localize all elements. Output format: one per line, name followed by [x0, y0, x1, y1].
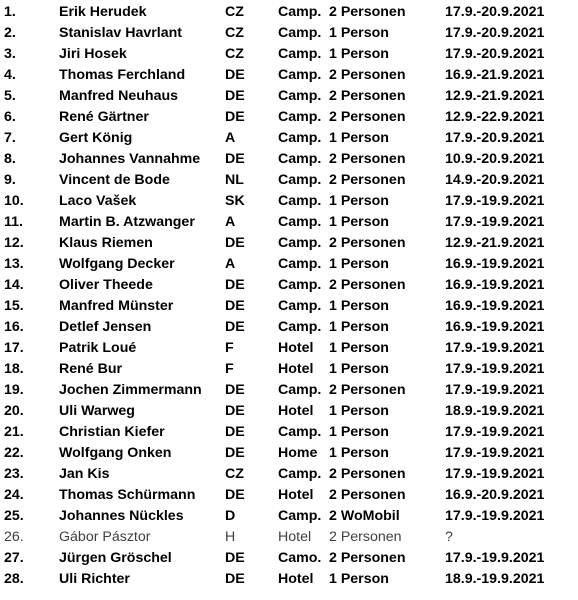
country-code: DE	[225, 445, 245, 461]
table-row	[4, 296, 570, 317]
table-row	[4, 191, 570, 212]
accommodation-type: Hotel	[278, 340, 314, 356]
person-count: 1 Person	[329, 25, 389, 41]
country-code: A	[225, 256, 236, 272]
row-number: 15.	[4, 298, 24, 314]
country-code: CZ	[225, 466, 244, 482]
person-count: 2 Personen	[329, 529, 402, 545]
accommodation-type: Camp.	[278, 424, 322, 440]
row-number: 4.	[4, 67, 16, 83]
country-code: DE	[225, 298, 245, 314]
accommodation-type: Camp.	[278, 25, 322, 41]
accommodation-type: Camp.	[278, 67, 322, 83]
table-row	[4, 65, 570, 86]
table-row	[4, 23, 570, 44]
person-count: 2 Personen	[329, 550, 406, 566]
person-count: 2 WoMobil	[329, 508, 400, 524]
row-number: 17.	[4, 340, 24, 356]
person-count: 1 Person	[329, 445, 389, 461]
stay-dates: 17.9.-19.9.2021	[445, 382, 545, 398]
country-code: DE	[225, 319, 245, 335]
country-code: DE	[225, 235, 245, 251]
table-row	[4, 107, 570, 128]
stay-dates: 16.9.-19.9.2021	[445, 319, 545, 335]
country-code: DE	[225, 88, 245, 104]
stay-dates: 17.9.-19.9.2021	[445, 340, 545, 356]
country-code: F	[225, 340, 234, 356]
country-code: DE	[225, 151, 245, 167]
person-count: 1 Person	[329, 193, 389, 209]
row-number: 5.	[4, 88, 16, 104]
country-code: DE	[225, 487, 245, 503]
country-code: A	[225, 130, 236, 146]
participant-name: Laco Vašek	[59, 193, 137, 209]
accommodation-type: Camp.	[278, 130, 322, 146]
table-row	[4, 212, 570, 233]
stay-dates: 17.9.-19.9.2021	[445, 550, 545, 566]
participant-rows	[4, 2, 570, 590]
participant-name: Thomas Ferchland	[59, 67, 186, 83]
stay-dates: 17.9.-19.9.2021	[445, 424, 545, 440]
table-row	[4, 233, 570, 254]
participant-name: Johannes Vannahme	[59, 151, 201, 167]
stay-dates: 17.9.-19.9.2021	[445, 193, 545, 209]
person-count: 2 Personen	[329, 382, 406, 398]
table-row	[4, 485, 570, 506]
stay-dates: 16.9.-19.9.2021	[445, 277, 545, 293]
person-count: 2 Personen	[329, 151, 406, 167]
participant-name: Uli Warweg	[59, 403, 135, 419]
stay-dates: 12.9.-21.9.2021	[445, 88, 545, 104]
participant-name: Oliver Theede	[59, 277, 153, 293]
table-row	[4, 380, 570, 401]
stay-dates: 16.9.-20.9.2021	[445, 487, 545, 503]
accommodation-type: Camp.	[278, 4, 322, 20]
stay-dates: 14.9.-20.9.2021	[445, 172, 545, 188]
row-number: 3.	[4, 46, 16, 62]
country-code: DE	[225, 67, 245, 83]
row-number: 26.	[4, 529, 24, 545]
person-count: 2 Personen	[329, 487, 406, 503]
stay-dates: 17.9.-19.9.2021	[445, 361, 545, 377]
row-number: 12.	[4, 235, 24, 251]
table-row	[4, 338, 570, 359]
row-number: 8.	[4, 151, 16, 167]
row-number: 20.	[4, 403, 24, 419]
accommodation-type: Camp.	[278, 214, 322, 230]
accommodation-type: Hotel	[278, 487, 314, 503]
person-count: 1 Person	[329, 214, 389, 230]
row-number: 21.	[4, 424, 24, 440]
participant-name: Johannes Nückles	[59, 508, 184, 524]
table-row	[4, 128, 570, 149]
country-code: DE	[225, 403, 245, 419]
person-count: 1 Person	[329, 130, 389, 146]
participant-name: Thomas Schürmann	[59, 487, 196, 503]
stay-dates: 17.9.-20.9.2021	[445, 25, 545, 41]
table-row	[4, 464, 570, 485]
table-row	[4, 401, 570, 422]
table-row	[4, 2, 570, 23]
person-count: 2 Personen	[329, 4, 406, 20]
person-count: 1 Person	[329, 256, 389, 272]
row-number: 19.	[4, 382, 24, 398]
stay-dates: 18.9.-19.9.2021	[445, 403, 545, 419]
row-number: 9.	[4, 172, 16, 188]
person-count: 2 Personen	[329, 235, 406, 251]
stay-dates: 17.9.-20.9.2021	[445, 130, 545, 146]
stay-dates: 17.9.-19.9.2021	[445, 445, 545, 461]
row-number: 28.	[4, 571, 24, 587]
country-code: SK	[225, 193, 245, 209]
participant-name: Stanislav Havrlant	[59, 25, 183, 41]
person-count: 2 Personen	[329, 109, 406, 125]
country-code: D	[225, 508, 236, 524]
participant-name: Martin B. Atzwanger	[59, 214, 195, 230]
accommodation-type: Hotel	[278, 361, 314, 377]
row-number: 7.	[4, 130, 16, 146]
participant-name: Jiri Hosek	[59, 46, 127, 62]
participant-name: Gert König	[59, 130, 133, 146]
participant-name: Detlef Jensen	[59, 319, 152, 335]
country-code: A	[225, 214, 236, 230]
accommodation-type: Home	[278, 445, 318, 461]
person-count: 2 Personen	[329, 88, 406, 104]
table-row	[4, 44, 570, 65]
country-code: CZ	[225, 4, 244, 20]
country-code: DE	[225, 277, 245, 293]
accommodation-type: Camp.	[278, 256, 322, 272]
row-number: 6.	[4, 109, 16, 125]
person-count: 1 Person	[329, 46, 389, 62]
person-count: 1 Person	[329, 319, 389, 335]
person-count: 1 Person	[329, 424, 389, 440]
table-row	[4, 506, 570, 527]
country-code: DE	[225, 109, 245, 125]
accommodation-type: Camp.	[278, 319, 322, 335]
row-number: 10.	[4, 193, 24, 209]
person-count: 2 Personen	[329, 172, 406, 188]
stay-dates: 10.9.-20.9.2021	[445, 151, 545, 167]
stay-dates: 17.9.-20.9.2021	[445, 4, 545, 20]
accommodation-type: Camp.	[278, 277, 322, 293]
person-count: 2 Personen	[329, 67, 406, 83]
table-row	[4, 254, 570, 275]
country-code: CZ	[225, 46, 244, 62]
accommodation-type: Camp.	[278, 382, 322, 398]
accommodation-type: Camp.	[278, 508, 322, 524]
person-count: 1 Person	[329, 298, 389, 314]
country-code: NL	[225, 172, 244, 188]
accommodation-type: Hotel	[278, 529, 312, 545]
accommodation-type: Camp.	[278, 46, 322, 62]
table-row	[4, 149, 570, 170]
person-count: 1 Person	[329, 361, 389, 377]
row-number: 25.	[4, 508, 24, 524]
person-count: 1 Person	[329, 403, 389, 419]
participant-name: Manfred Neuhaus	[59, 88, 179, 104]
row-number: 13.	[4, 256, 24, 272]
country-code: H	[225, 529, 236, 545]
country-code: DE	[225, 424, 245, 440]
table-row	[4, 359, 570, 380]
stay-dates: 18.9.-19.9.2021	[445, 571, 545, 587]
accommodation-type: Camp.	[278, 193, 322, 209]
country-code: F	[225, 361, 234, 377]
table-row	[4, 548, 570, 569]
accommodation-type: Camo.	[278, 550, 322, 566]
accommodation-type: Camp.	[278, 466, 322, 482]
stay-dates: 17.9.-19.9.2021	[445, 214, 545, 230]
row-number: 16.	[4, 319, 24, 335]
row-number: 24.	[4, 487, 24, 503]
participant-table	[4, 2, 570, 590]
table-row	[4, 527, 570, 548]
participant-name: Klaus Riemen	[59, 235, 153, 251]
table-row	[4, 275, 570, 296]
table-row	[4, 569, 570, 590]
participant-name: Jan Kis	[59, 466, 110, 482]
participant-name: René Gärtner	[59, 109, 149, 125]
participant-name: Jürgen Gröschel	[59, 550, 172, 566]
stay-dates: 17.9.-19.9.2021	[445, 466, 545, 482]
stay-dates: 12.9.-22.9.2021	[445, 109, 545, 125]
row-number: 18.	[4, 361, 24, 377]
participant-name: Uli Richter	[59, 571, 130, 587]
participant-name: Christian Kiefer	[59, 424, 165, 440]
person-count: 1 Person	[329, 340, 389, 356]
country-code: CZ	[225, 25, 244, 41]
accommodation-type: Camp.	[278, 298, 322, 314]
table-row	[4, 422, 570, 443]
row-number: 11.	[4, 214, 23, 230]
row-number: 1.	[4, 4, 16, 20]
accommodation-type: Hotel	[278, 403, 314, 419]
row-number: 27.	[4, 550, 24, 566]
participant-name: Vincent de Bode	[59, 172, 170, 188]
table-row	[4, 443, 570, 464]
stay-dates: 17.9.-19.9.2021	[445, 508, 545, 524]
accommodation-type: Camp.	[278, 172, 322, 188]
row-number: 23.	[4, 466, 24, 482]
participant-name: Wolfgang Decker	[59, 256, 175, 272]
person-count: 2 Personen	[329, 277, 406, 293]
stay-dates: 17.9.-20.9.2021	[445, 46, 545, 62]
person-count: 1 Person	[329, 571, 389, 587]
country-code: DE	[225, 382, 245, 398]
stay-dates: 12.9.-21.9.2021	[445, 235, 545, 251]
stay-dates: 16.9.-19.9.2021	[445, 298, 545, 314]
participant-name: Wolfgang Onken	[59, 445, 172, 461]
accommodation-type: Hotel	[278, 571, 314, 587]
country-code: DE	[225, 571, 245, 587]
accommodation-type: Camp.	[278, 109, 322, 125]
accommodation-type: Camp.	[278, 151, 322, 167]
row-number: 14.	[4, 277, 24, 293]
stay-dates: ?	[445, 529, 453, 545]
row-number: 2.	[4, 25, 16, 41]
accommodation-type: Camp.	[278, 235, 322, 251]
stay-dates: 16.9.-19.9.2021	[445, 256, 545, 272]
participant-name: Manfred Münster	[59, 298, 174, 314]
person-count: 2 Personen	[329, 466, 406, 482]
stay-dates: 16.9.-21.9.2021	[445, 67, 545, 83]
accommodation-type: Camp.	[278, 88, 322, 104]
country-code: DE	[225, 550, 245, 566]
participant-name: Gábor Pásztor	[59, 529, 151, 545]
participant-name: Patrik Loué	[59, 340, 137, 356]
participant-name: Jochen Zimmermann	[59, 382, 202, 398]
participant-name: René Bur	[59, 361, 123, 377]
table-row	[4, 86, 570, 107]
row-number: 22.	[4, 445, 24, 461]
participant-name: Erik Herudek	[59, 4, 147, 20]
table-row	[4, 317, 570, 338]
table-row	[4, 170, 570, 191]
